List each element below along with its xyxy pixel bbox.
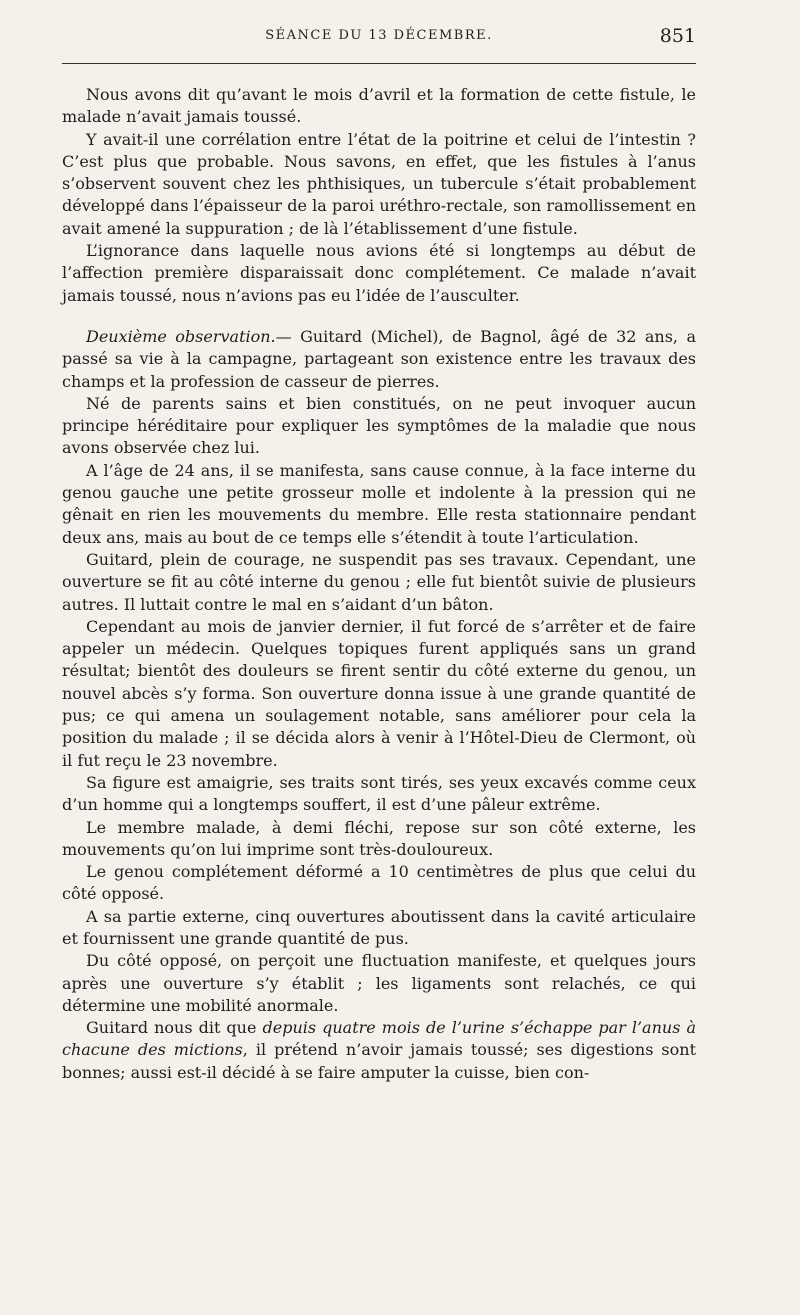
body-text <box>62 84 696 1084</box>
paragraph <box>62 772 696 817</box>
text-run: Le genou complétement déformé a 10 centimètres de plus que celui du côté opposé. <box>62 862 696 904</box>
text-run: Né de parents sains et bien constitués, on ne peut invoquer aucun principe héréditaire pour expliquer les symptômes de la maladie que nous avons observée chez lui. <box>62 393 696 458</box>
text-run: — Guitard (Michel), de Bagnol, âgé de 32 ans, a passé sa vie à la campagne, partageant son existence entre les travaux des champs et la profession de casseur de pierres. <box>62 326 696 391</box>
paragraph <box>62 393 696 460</box>
paragraph <box>62 240 696 307</box>
paragraph <box>62 950 696 1017</box>
text-run: Y avait-il une corrélation entre l’état de la poitrine et celui de l’intestin ? C’est plus que probable. Nous savons, en effet, que les fistules à l’anus s’observent souvent chez les phthisiques, un tubercule s’était probablement développé dans l’épaisseur de la paroi uréthro-rectale, son ramollissement en avait amené la suppuration ; de là l’établissement d’une fistule. <box>62 129 696 238</box>
paragraph <box>62 549 696 616</box>
text-run: L’ignorance dans laquelle nous avions été si longtemps au début de l’affection première disparaissait donc complétement. Ce malade n’avait jamais toussé, nous n’avions pas eu l’idée de l’ausculter. <box>62 241 696 305</box>
paragraph <box>62 84 696 129</box>
text-run: , il prétend n’avoir jamais toussé; ses digestions sont bonnes; aussi est-il décidé à se faire amputer la cuisse, bien con- <box>62 1040 696 1082</box>
text-run: Sa figure est amaigrie, ses traits sont tirés, ses yeux excavés comme ceux d’un homme qui a longtemps souffert, il est d’une pâleur extrême. <box>62 772 696 815</box>
header-rule <box>62 63 696 64</box>
text-run: Le membre malade, à demi fléchi, repose sur son côté externe, les mouvements qu’on lui imprime sont très-douloureux. <box>62 817 696 859</box>
text-run: Cependant au mois de janvier dernier, il fut forcé de s’arrêter et de faire appeler un médecin. Quelques topiques furent appliqués sans un grand résultat; bientôt des douleurs se firent sentir du côté externe du genou, un nouvel abcès s’y forma. Son ouverture donna issue à une grande quantité de pus; ce qui amena un soulagement notable, sans améliorer pour cela la position du malade ; il se décida alors à venir à l’Hôtel-Dieu de Clermont, où il fut reçu le 23 novembre. <box>62 616 696 770</box>
text-run: A sa partie externe, cinq ouvertures aboutissent dans la cavité articulaire et fournissent une grande quantité de pus. <box>62 906 696 948</box>
page-number: 851 <box>659 25 696 47</box>
text-run: Guitard, plein de courage, ne suspendit pas ses travaux. Cependant, une ouverture se fit au côté interne du genou ; elle fut bientôt suivie de plusieurs autres. Il luttait contre le mal en s’aidant d’un bâton. <box>62 549 696 614</box>
page-header <box>62 25 696 52</box>
paragraph <box>62 326 696 393</box>
paragraph <box>62 460 696 549</box>
paragraph <box>62 906 696 951</box>
text-run: Guitard nous dit que <box>86 1018 263 1038</box>
text-run: Nous avons dit qu’avant le mois d’avril et la formation de cette fistule, le malade n’avait jamais toussé. <box>62 85 696 127</box>
paragraph <box>62 861 696 906</box>
paragraph <box>62 129 696 240</box>
paragraph <box>62 616 696 772</box>
text-run: Du côté opposé, on perçoit une fluctuation manifeste, et quelques jours après une ouverture s’y établit ; les ligaments sont relachés, ce qui détermine une mobilité anormale. <box>62 951 696 1015</box>
text-run: A l’âge de 24 ans, il se manifesta, sans cause connue, à la face interne du genou gauche une petite grosseur molle et indolente à la pression qui ne gênait en rien les mouvements du membre. Elle resta stationnaire pendant deux ans, mais au bout de ce temps elle s’étendit à toute l’articulation. <box>62 460 696 547</box>
paragraph <box>62 1017 696 1084</box>
running-title: SÉANCE DU 13 DÉCEMBRE. <box>265 28 493 43</box>
italic-run: depuis quatre mois de l’urine s’échappe par l’anus à chacune des mictions <box>62 1018 696 1060</box>
observation-heading: Deuxième observation. <box>86 326 276 346</box>
paragraph <box>62 817 696 862</box>
